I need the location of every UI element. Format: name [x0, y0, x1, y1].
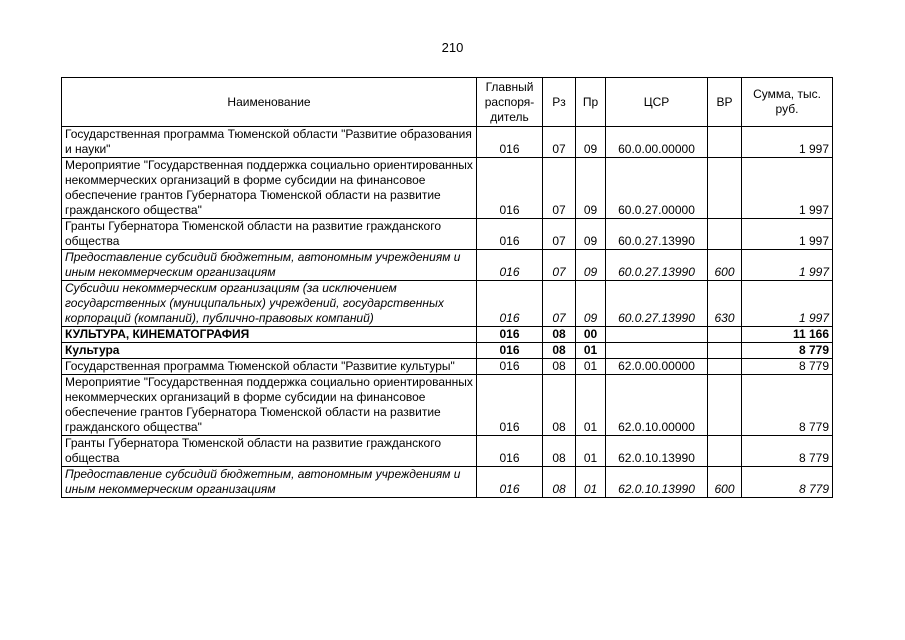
cell-rz: 08: [543, 467, 576, 498]
table-row: [62, 436, 833, 467]
cell-csr: 60.0.27.00000: [606, 158, 708, 219]
cell-vr: [708, 375, 742, 436]
cell-main-manager: 016: [477, 359, 543, 375]
table-header-row: [62, 78, 833, 127]
cell-rz: 07: [543, 219, 576, 250]
cell-rz: 07: [543, 281, 576, 327]
cell-sum: 1 997: [742, 219, 833, 250]
cell-vr: [708, 343, 742, 359]
cell-csr: 60.0.00.00000: [606, 127, 708, 158]
budget-table: [61, 77, 833, 498]
cell-pr: 09: [576, 127, 606, 158]
cell-pr: 01: [576, 436, 606, 467]
header-pr: Пр: [576, 78, 606, 127]
header-rz: Рз: [543, 78, 576, 127]
cell-main-manager: 016: [477, 343, 543, 359]
cell-pr: 09: [576, 250, 606, 281]
table-row: [62, 250, 833, 281]
cell-main-manager: 016: [477, 158, 543, 219]
cell-sum: 8 779: [742, 436, 833, 467]
cell-name: Мероприятие "Государственная поддержка социально ориентированных некоммерческих организаций в форме субсидии на финансовое обеспечение грантов Губернатора Тюменской области на развитие гражданского общества": [62, 158, 477, 219]
cell-pr: 09: [576, 158, 606, 219]
cell-name: КУЛЬТУРА, КИНЕМАТОГРАФИЯ: [62, 327, 477, 343]
cell-main-manager: 016: [477, 219, 543, 250]
cell-name: Субсидии некоммерческим организациям (за исключением государственных (муниципальных) учреждений, государственных корпораций (компаний), публично-правовых компаний): [62, 281, 477, 327]
header-sum: Сумма, тыс. руб.: [742, 78, 833, 127]
cell-rz: 08: [543, 327, 576, 343]
header-main-manager: Главный распоря-дитель: [477, 78, 543, 127]
cell-pr: 01: [576, 467, 606, 498]
cell-sum: 8 779: [742, 343, 833, 359]
cell-main-manager: 016: [477, 467, 543, 498]
cell-name: Мероприятие "Государственная поддержка социально ориентированных некоммерческих организаций в форме субсидии на финансовое обеспечение грантов Губернатора Тюменской области на развитие гражданского общества": [62, 375, 477, 436]
cell-rz: 08: [543, 436, 576, 467]
table-row: [62, 359, 833, 375]
cell-vr: [708, 219, 742, 250]
cell-main-manager: 016: [477, 127, 543, 158]
header-csr: ЦСР: [606, 78, 708, 127]
cell-name: Гранты Губернатора Тюменской области на развитие гражданского общества: [62, 219, 477, 250]
cell-sum: 1 997: [742, 158, 833, 219]
cell-sum: 1 997: [742, 281, 833, 327]
cell-main-manager: 016: [477, 436, 543, 467]
cell-pr: 00: [576, 327, 606, 343]
cell-pr: 01: [576, 359, 606, 375]
cell-main-manager: 016: [477, 281, 543, 327]
cell-sum: 8 779: [742, 375, 833, 436]
cell-vr: 630: [708, 281, 742, 327]
header-name: Наименование: [62, 78, 477, 127]
cell-main-manager: 016: [477, 250, 543, 281]
cell-csr: [606, 343, 708, 359]
cell-rz: 07: [543, 158, 576, 219]
cell-rz: 08: [543, 375, 576, 436]
cell-csr: 60.0.27.13990: [606, 250, 708, 281]
cell-rz: 07: [543, 250, 576, 281]
table-row: [62, 327, 833, 343]
cell-pr: 01: [576, 343, 606, 359]
cell-main-manager: 016: [477, 327, 543, 343]
cell-name: Предоставление субсидий бюджетным, автономным учреждениям и иным некоммерческим организациям: [62, 467, 477, 498]
cell-vr: [708, 158, 742, 219]
cell-name: Культура: [62, 343, 477, 359]
cell-vr: [708, 327, 742, 343]
cell-csr: 60.0.27.13990: [606, 219, 708, 250]
table-row: [62, 219, 833, 250]
table-row: [62, 281, 833, 327]
cell-main-manager: 016: [477, 375, 543, 436]
cell-sum: 8 779: [742, 467, 833, 498]
cell-pr: 09: [576, 281, 606, 327]
table-row: [62, 375, 833, 436]
cell-sum: 1 997: [742, 127, 833, 158]
page-number: 210: [441, 40, 464, 55]
cell-vr: 600: [708, 467, 742, 498]
cell-name: Предоставление субсидий бюджетным, автономным учреждениям и иным некоммерческим организациям: [62, 250, 477, 281]
table-row: [62, 158, 833, 219]
cell-csr: 62.0.10.13990: [606, 467, 708, 498]
cell-sum: 1 997: [742, 250, 833, 281]
cell-name: Государственная программа Тюменской области "Развитие образования и науки": [62, 127, 477, 158]
cell-sum: 11 166: [742, 327, 833, 343]
table-row: [62, 467, 833, 498]
cell-vr: [708, 359, 742, 375]
cell-csr: 62.0.10.13990: [606, 436, 708, 467]
table-row: [62, 343, 833, 359]
table-row: [62, 127, 833, 158]
cell-csr: 62.0.00.00000: [606, 359, 708, 375]
header-vr: ВР: [708, 78, 742, 127]
cell-csr: 62.0.10.00000: [606, 375, 708, 436]
cell-rz: 07: [543, 127, 576, 158]
cell-sum: 8 779: [742, 359, 833, 375]
cell-rz: 08: [543, 343, 576, 359]
cell-name: Гранты Губернатора Тюменской области на развитие гражданского общества: [62, 436, 477, 467]
cell-pr: 09: [576, 219, 606, 250]
cell-csr: 60.0.27.13990: [606, 281, 708, 327]
cell-csr: [606, 327, 708, 343]
cell-pr: 01: [576, 375, 606, 436]
cell-rz: 08: [543, 359, 576, 375]
cell-vr: [708, 127, 742, 158]
cell-vr: 600: [708, 250, 742, 281]
cell-vr: [708, 436, 742, 467]
cell-name: Государственная программа Тюменской области "Развитие культуры": [62, 359, 477, 375]
